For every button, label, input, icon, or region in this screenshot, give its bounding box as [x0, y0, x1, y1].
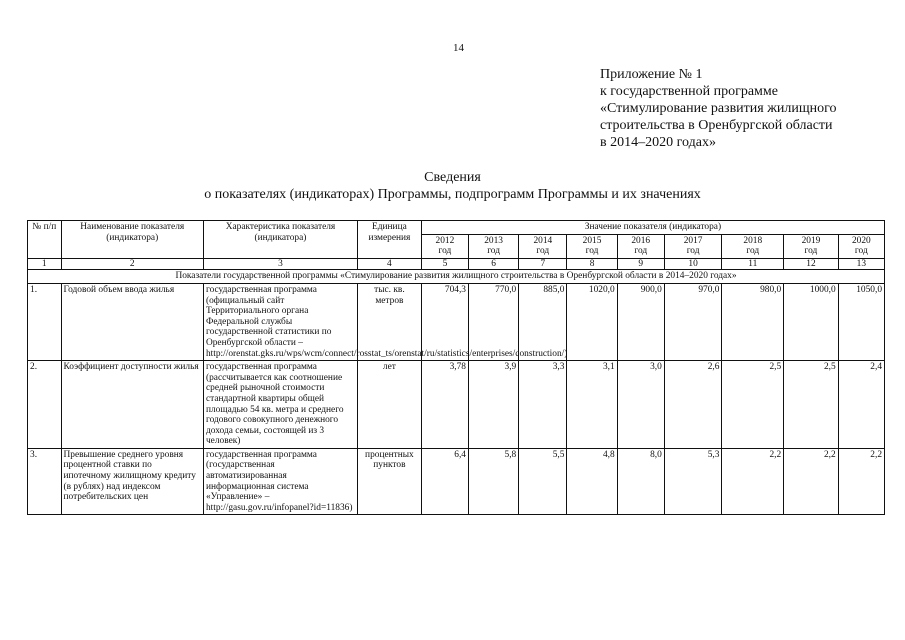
appendix-line: «Стимулирование развития жилищного [600, 101, 837, 116]
header-year: 2015 год [567, 234, 617, 258]
column-index: 7 [519, 258, 567, 270]
value-cell: 980,0 [722, 283, 784, 360]
header-year: 2018 год [722, 234, 784, 258]
indicator-unit: лет [357, 361, 421, 449]
column-index: 8 [567, 258, 617, 270]
header-year: 2020 год [838, 234, 884, 258]
document-title-line2: о показателях (индикаторах) Программы, подпрограмм Программы и их значениях [204, 187, 701, 202]
indicator-name: Коэффициент доступности жилья [61, 361, 203, 449]
column-index-row [28, 258, 885, 270]
value-cell: 4,8 [567, 448, 617, 515]
column-index: 4 [357, 258, 421, 270]
indicator-description: государственная программа (государственная автоматизированная информационная система «Управление» – http://gasu.gov.ru/infopanel?id=11836) [203, 448, 357, 515]
row-number: 3. [28, 448, 62, 515]
value-cell: 2,2 [722, 448, 784, 515]
value-cell: 2,4 [838, 361, 884, 449]
header-year: 2016 год [617, 234, 664, 258]
appendix-line: Приложение № 1 [600, 67, 703, 82]
indicator-description: государственная программа (официальный сайт Территориального органа Федеральной службы государственной статистики по Оренбургской области – http://orenstat.gks.ru/wps/wcm/connect/rosstat_ts/orenstat/ru/statistics/enterprises/construction/) [203, 283, 357, 360]
row-number: 2. [28, 361, 62, 449]
header-num: № п/п [28, 221, 62, 259]
header-unit: Единица измерения [357, 221, 421, 259]
document-title [0, 169, 905, 203]
table-row [28, 448, 885, 515]
value-cell: 3,1 [567, 361, 617, 449]
value-cell: 2,5 [722, 361, 784, 449]
appendix-line: в 2014–2020 годах» [600, 135, 716, 150]
column-index: 2 [61, 258, 203, 270]
value-cell: 704,3 [421, 283, 468, 360]
header-row [28, 221, 885, 235]
appendix-line: к государственной программе [600, 84, 778, 99]
value-cell: 3,3 [519, 361, 567, 449]
header-values-group: Значение показателя (индикатора) [421, 221, 884, 235]
section-row [28, 270, 885, 284]
value-cell: 2,2 [838, 448, 884, 515]
indicator-description: государственная программа (рассчитывается как соотношение средней рыночной стоимости стандартной квартиры общей площадью 54 кв. метра и среднего годового совокупного денежного дохода семьи, состоящей из 3 человек) [203, 361, 357, 449]
column-index: 11 [722, 258, 784, 270]
document-title-line1: Сведения [424, 170, 481, 185]
column-index: 6 [468, 258, 518, 270]
value-cell: 5,3 [664, 448, 722, 515]
section-title: Показатели государственной программы «Стимулирование развития жилищного строительства в Оренбургской области в 2014–2020 годах» [28, 270, 885, 284]
column-index: 13 [838, 258, 884, 270]
value-cell: 5,8 [468, 448, 518, 515]
header-name: Наименование показателя (индикатора) [61, 221, 203, 259]
table-row [28, 361, 885, 449]
column-index: 5 [421, 258, 468, 270]
value-cell: 8,0 [617, 448, 664, 515]
value-cell: 3,9 [468, 361, 518, 449]
header-year: 2013 год [468, 234, 518, 258]
value-cell: 1050,0 [838, 283, 884, 360]
value-cell: 885,0 [519, 283, 567, 360]
value-cell: 2,2 [784, 448, 838, 515]
header-desc: Характеристика показателя (индикатора) [203, 221, 357, 259]
value-cell: 770,0 [468, 283, 518, 360]
column-index: 10 [664, 258, 722, 270]
column-index: 12 [784, 258, 838, 270]
value-cell: 900,0 [617, 283, 664, 360]
value-cell: 5,5 [519, 448, 567, 515]
indicators-table [27, 220, 885, 515]
header-year: 2014 год [519, 234, 567, 258]
value-cell: 1020,0 [567, 283, 617, 360]
column-index: 3 [203, 258, 357, 270]
value-cell: 3,0 [617, 361, 664, 449]
indicator-name: Превышение среднего уровня процентной ставки по ипотечному жилищному кредиту (в рублях) над индексом потребительских цен [61, 448, 203, 515]
indicator-unit: процентных пунктов [357, 448, 421, 515]
header-year: 2012 год [421, 234, 468, 258]
page-number: 14 [453, 42, 464, 54]
column-index: 9 [617, 258, 664, 270]
indicator-name: Годовой объем ввода жилья [61, 283, 203, 360]
column-index: 1 [28, 258, 62, 270]
appendix-note [600, 66, 837, 151]
value-cell: 6,4 [421, 448, 468, 515]
appendix-line: строительства в Оренбургской области [600, 118, 833, 133]
header-year: 2019 год [784, 234, 838, 258]
value-cell: 2,5 [784, 361, 838, 449]
value-cell: 2,6 [664, 361, 722, 449]
value-cell: 1000,0 [784, 283, 838, 360]
value-cell: 3,78 [421, 361, 468, 449]
value-cell: 970,0 [664, 283, 722, 360]
row-number: 1. [28, 283, 62, 360]
header-year: 2017 год [664, 234, 722, 258]
table-row [28, 283, 885, 360]
indicator-unit: тыс. кв. метров [357, 283, 421, 360]
